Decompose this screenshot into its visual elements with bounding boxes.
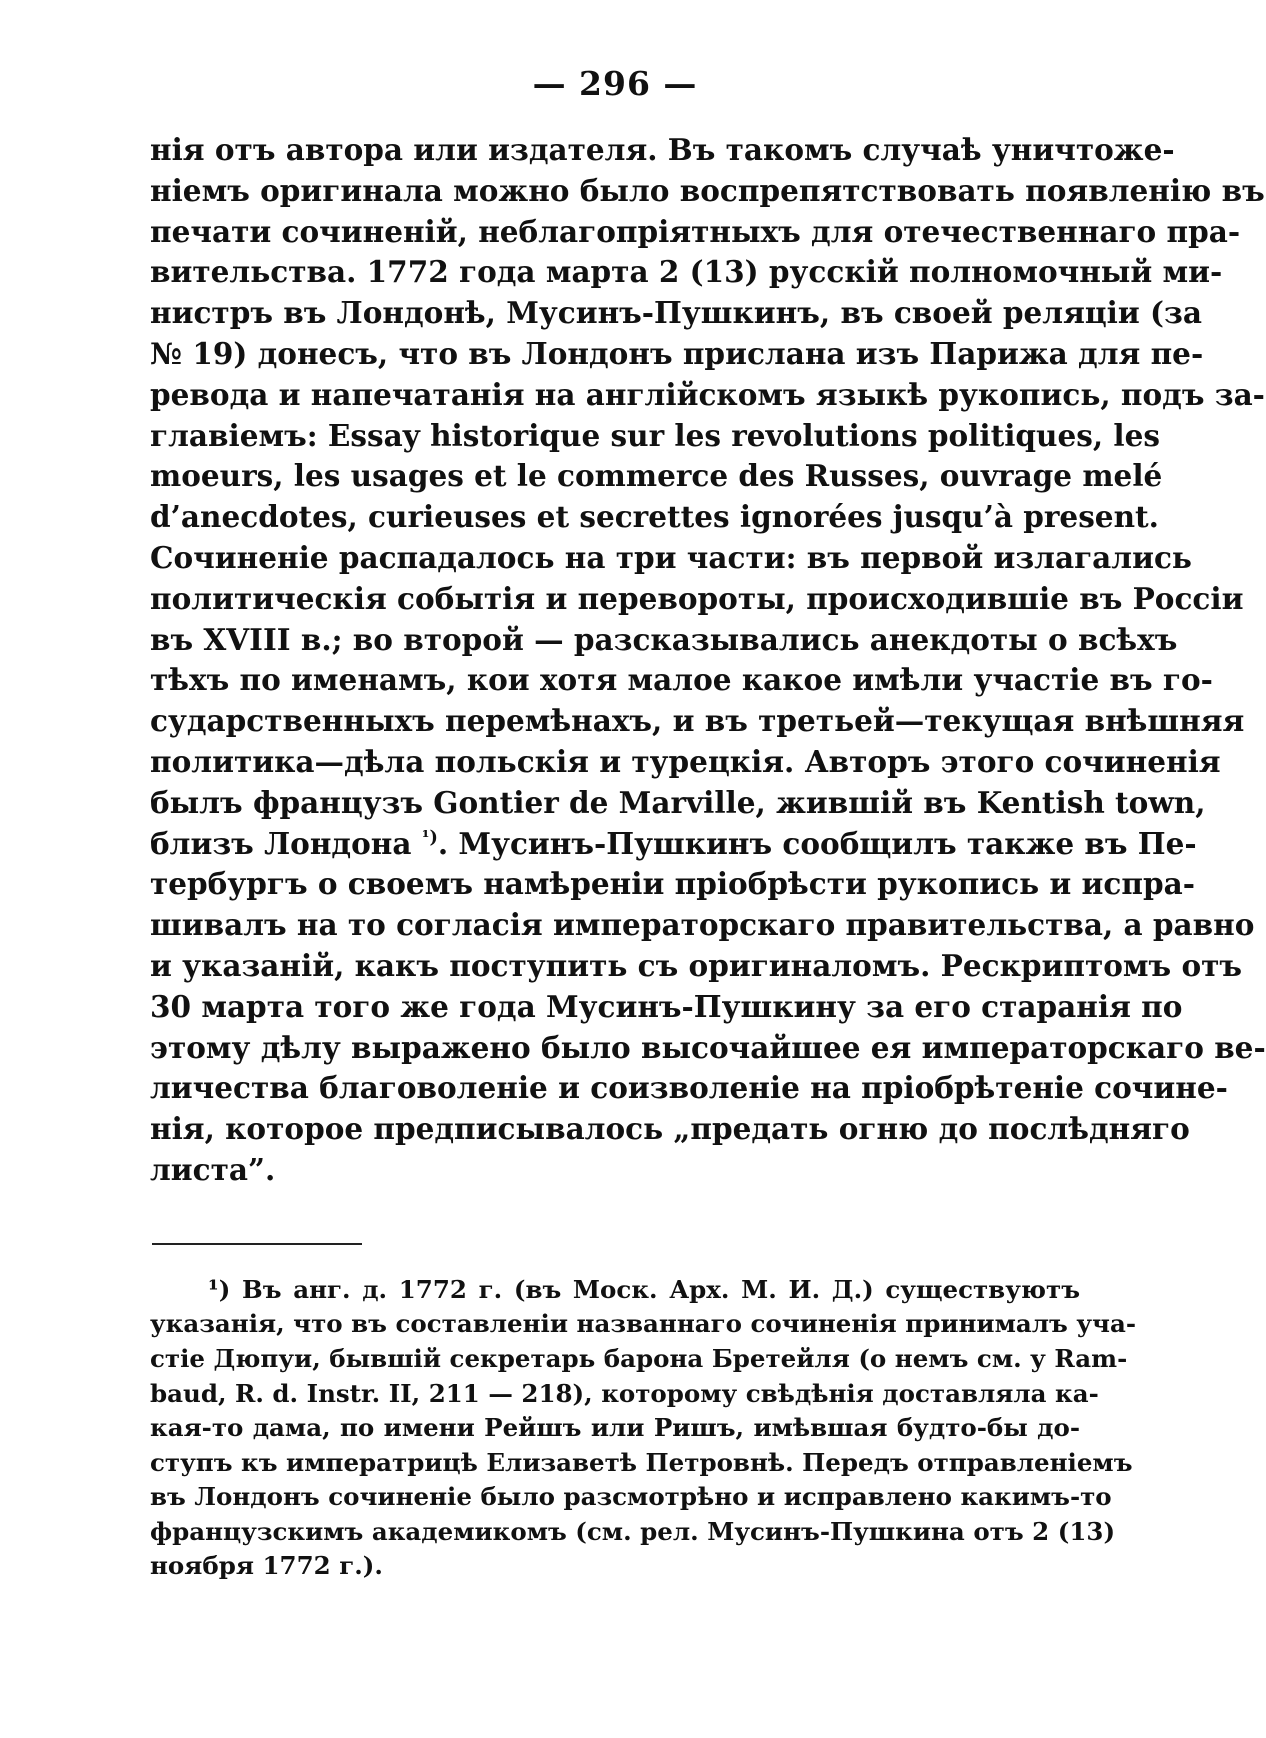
text-line: ніемъ оригинала можно было воспрепятствовать появленію въ (150, 172, 1265, 208)
text-line: тербургъ о своемъ намѣреніи пріобрѣсти рукопись и испра- (150, 866, 1195, 902)
text-line: нистръ въ Лондонѣ, Мусинъ-Пушкинъ, въ своей реляціи (за (150, 295, 1202, 331)
text-line: личества благоволеніе и соизволеніе на пріобрѣтеніе сочине- (150, 1070, 1228, 1106)
text-line: и указаній, какъ поступить съ оригиналомъ. Рескриптомъ отъ (150, 947, 1243, 983)
text-line-with-footnote-ref (150, 824, 1197, 865)
text-fragment: Въ анг. д. 1772 г. (въ Моск. Арх. М. И. Д.) существуютъ (230, 1274, 1080, 1304)
book-page (150, 58, 1266, 1698)
text-line: печати сочиненій, неблагопріятныхъ для отечественнаго пра- (150, 213, 1241, 249)
footnote-line: стіе Дюпуи, бывшій секретарь барона Бретейля (о немъ см. у Ram- (150, 1343, 1128, 1373)
text-line: шивалъ на то согласія императорскаго правительства, а равно (150, 907, 1255, 943)
footnote-reference[interactable]: ¹) (421, 826, 438, 848)
text-line: ревода и напечатанія на англійскомъ языкѣ рукопись, подъ за- (150, 376, 1265, 412)
footnote (150, 1273, 1137, 1584)
footnote-line: baud, R. d. Instr. II, 211 — 218), которому свѣдѣнія доставляла ка- (150, 1378, 1099, 1408)
main-text (150, 130, 1266, 1191)
footnote-line (150, 1273, 1080, 1308)
text-line: moeurs, les usages et le commerce des Russes, ouvrage melé (150, 458, 1163, 494)
text-line: нія отъ автора или издателя. Въ такомъ случаѣ уничтоже- (150, 132, 1175, 167)
footnote-line: ноября 1772 г.). (150, 1551, 383, 1581)
footnote-divider (152, 1243, 362, 1245)
text-line: Сочиненіе распадалось на три части: въ первой излагались (150, 539, 1192, 575)
text-line: политика—дѣла польскія и турецкія. Авторъ этого сочиненія (150, 743, 1221, 779)
text-line: вительства. 1772 года марта 2 (13) русскій полномочный ми- (150, 254, 1223, 290)
text-line: 30 марта того же года Мусинъ-Пушкину за его старанія по (150, 988, 1183, 1024)
text-line: въ XVIII в.; во второй — разсказывались анекдоты о всѣхъ (150, 621, 1178, 657)
text-line: былъ французъ Gontier de Marville, жившій въ Kentish town, (150, 784, 1206, 820)
footnote-line: указанія, что въ составленіи названнаго сочиненія принималъ уча- (150, 1309, 1137, 1339)
text-line: d’anecdotes, curieuses et secrettes ignorées jusqu’à present. (150, 499, 1159, 535)
text-line: сударственныхъ перемѣнахъ, и въ третьей—текущая внѣшняя (150, 703, 1245, 739)
text-fragment: близъ Лондона (150, 825, 412, 861)
footnote-marker: ¹) (208, 1274, 231, 1304)
text-line: тѣхъ по именамъ, кои хотя малое какое имѣли участіе въ го- (150, 662, 1213, 698)
text-line: политическія событія и перевороты, происходившіе въ Россіи (150, 580, 1244, 616)
text-line: нія, которое предписывалось „предать огню до послѣдняго (150, 1111, 1190, 1147)
text-line: этому дѣлу выражено было высочайшее ея императорскаго ве- (150, 1029, 1266, 1065)
page-number: — 296 — (532, 64, 698, 103)
text-fragment: . Мусинъ-Пушкинъ сообщилъ также въ Пе- (437, 825, 1197, 861)
footnote-line: кая-то дама, по имени Рейшъ или Ришъ, имѣвшая будто-бы до- (150, 1413, 1080, 1443)
footnote-line: ступъ къ императрицѣ Елизаветѣ Петровнѣ. Передъ отправленіемъ (150, 1447, 1133, 1477)
text-line: № 19) донесъ, что въ Лондонъ прислана изъ Парижа для пе- (150, 335, 1204, 371)
footnote-line: въ Лондонъ сочиненіе было разсмотрѣно и исправлено какимъ-то (150, 1482, 1112, 1512)
text-line: главіемъ: Essay historique sur les revolutions politiques, les (150, 417, 1161, 453)
footnote-line: французскимъ академикомъ (см. рел. Мусинъ-Пушкина отъ 2 (13) (150, 1516, 1116, 1546)
text-line: листа”. (150, 1151, 276, 1187)
